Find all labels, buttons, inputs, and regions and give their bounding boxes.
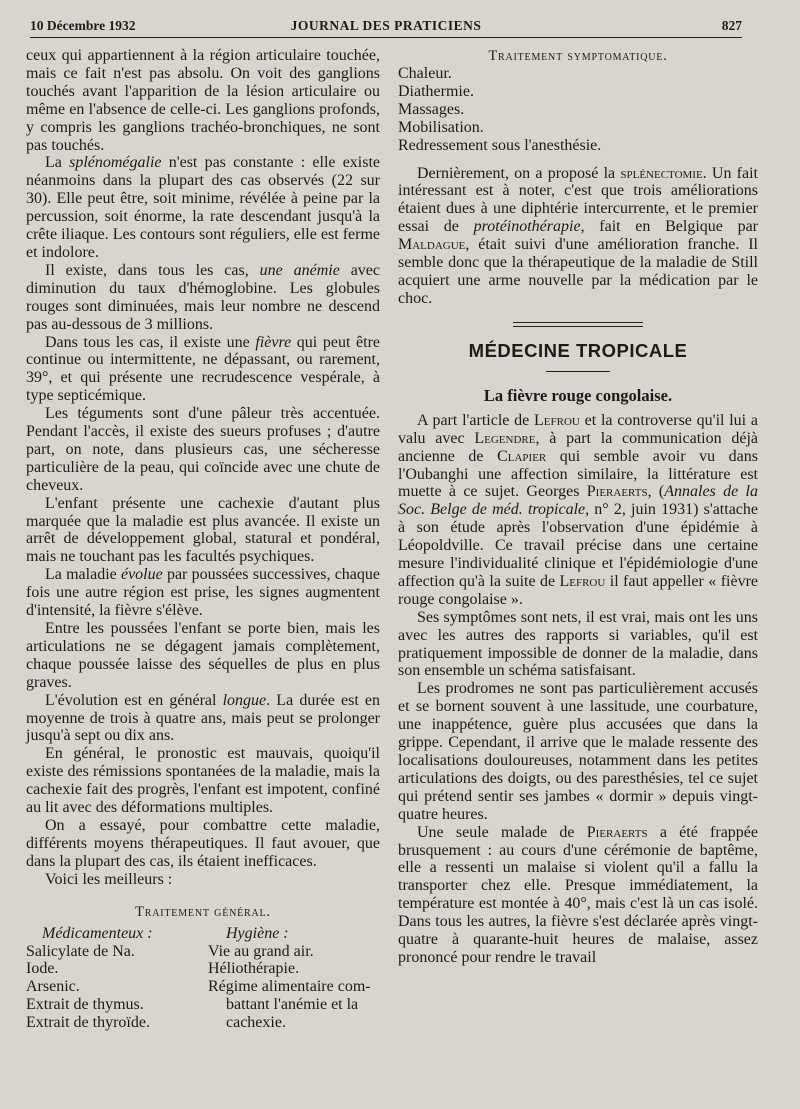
list-item: Extrait de thyroïde. [26,1014,150,1032]
traitement-general [26,903,380,1032]
subsection-heading: Traitement général. [135,903,271,920]
list-item: Extrait de thymus. [26,996,144,1014]
section-divider [513,322,643,327]
paragraph: A part l'article de Lefrou et la controverse qu'il lui a valu avec Legendre, à part la communication déjà ancienne de Clapier qui semble avoir vu dans l'Oubanghi une affection similaire, la littérature est muette à ce sujet. Georges Pieraerts, (Annales de la Soc. Belge de méd. tropicale, n° 2, juin 1931) s'attache à son étude après l'observation d'une épidémie à Léopoldville. Ce travail précise dans une certaine mesure l'individualité clinique et l'épidémiologie d'une affection qu'à la suite de Lefrou il faut appeller « fièvre rouge congolaise ». [398,411,759,608]
right-column [398,47,758,967]
list-item: Mobilisation. [398,118,484,136]
paragraph: Il existe, dans tous les cas, une anémie avec diminution du taux d'hémoglobine. Les globules rouges sont diminuées, mais leur nombre ne descend pas au-dessous de 3 millions. [26,261,381,333]
paragraph: Ses symptômes sont nets, il est vrai, mais ont les uns avec les autres des rapports si variables, qu'il est pratiquement impossible de donner de la maladie, dans son ensemble un schéma satisfaisant. [398,608,758,680]
list-item: Iode. [26,960,59,978]
journal-title: JOURNAL DES PRATICIENS [290,18,482,33]
list-item: Chaleur. [398,65,452,82]
list-item: Vie au grand air. [208,942,314,960]
paragraph: Les prodromes ne sont pas particulièrement accusés et se bornent souvent à une lassitude, une courbature, une inappétence, guère plus accusées que dans la grippe. Cependant, il arrive que le malade ressente des localisations douloureuses, notamment dans les petites articulations des doigts, ou des paresthésies, tel ce sujet qui prétend sentir ses jambes « dormir » depuis vingt-quatre heures. [398,680,758,823]
section-title: MÉDECINE TROPICALE [468,339,688,361]
paragraph: On a essayé, pour combattre cette maladie, différents moyens thérapeutiques. Il faut avouer, que dans la plupart des cas, ils étaient inefficaces. [26,816,380,870]
paragraph: Les téguments sont d'une pâleur très accentuée. Pendant l'accès, il existe des sueurs profuses ; d'autre part, on note, dans plusieurs cas, une sécheresse particulière de la peau, qui coïncide avec une chute de cheveux. [26,405,380,494]
treatment-list [208,943,380,1033]
page-header [30,18,742,38]
paragraph: Une seule malade de Pieraerts a été frappée brusquement : au cours d'une cérémonie de baptême, elle a ressenti un malaise si violent qu'il a fallu la transporter chez elle. Presque immédiatement, la température est montée à 40°, mais c'est là un cas isolé. Dans tous les autres, la fièvre s'est déclarée après vingt-quatre à quarante-huit heures de malaise, assez prononcé pour rendre le travail [398,823,758,966]
paragraph: ceux qui appartiennent à la région articulaire touchée, mais ce fait n'est pas absolu. On voit des ganglions touchés avant l'apparition de la lésion articulaire ou même en l'absence de celle-ci. Les ganglions profonds, y compris les ganglions trachéo-bronchiques, ne sont pas touchés. [26,47,380,154]
symptomatic-treatment-list [398,65,758,155]
list-item: Arsenic. [26,978,80,996]
issue-date: 10 Décembre 1932 [30,18,136,33]
paragraph: Dans tous les cas, il existe une fièvre qui peut être continue ou intermittente, ne dépassant, ou rarement, 39°, et qui présente une recrudescence vespérale, à type septicémique. [26,333,380,405]
title-rule [546,371,610,372]
column-heading: Médicamenteux : [42,924,153,942]
list-item: Régime alimentaire com- battant l'anémie et la cachexie. [208,978,371,1032]
paragraph: Voici les meilleurs : [45,870,173,888]
header-rule [30,37,742,38]
subsection-heading: Traitement symptomatique. [488,48,668,64]
list-item: Salicylate de Na. [26,942,135,960]
column-heading: Hygiène : [226,924,289,942]
list-item: Massages. [398,100,465,118]
list-item: Héliothérapie. [208,960,300,978]
page-number: 827 [721,18,742,33]
list-item: Diathermie. [398,82,474,100]
treatment-column-hygiene [208,925,380,1032]
paragraph: La maladie évolue par poussées successives, chaque fois une autre région est prise, les signes augmentent d'intensité, la fièvre s'élève. [26,566,380,620]
paragraph: En général, le pronostic est mauvais, quoiqu'il existe des rémissions spontanées de la maladie, mais la cachexie fait des progrès, l'enfant est impotent, confiné au lit avec des déformations multiples. [26,745,380,817]
treatment-list [26,943,208,1033]
paragraph: L'évolution est en général longue. La durée est en moyenne de trois à quatre ans, mais peut se prolonger jusqu'à sept ou dix ans. [26,691,380,745]
left-column [26,47,380,1032]
paragraph: L'enfant présente une cachexie d'autant plus marquée que la maladie est plus avancée. Il existe un arrêt de développement global, statural et pondéral, mais ne touchant pas les facultés psychiques. [26,494,380,566]
paragraph: Dernièrement, on a proposé la splénectomie. Un fait intéressant est à noter, c'est que trois améliorations étaient dues à une diphtérie intercurrente, et le premier essai de protéinothérapie, fait en Belgique par Maldague, était suivi d'une amélioration franche. Il semble donc que la thérapeutique de la maladie de Still acquiert une arme nouvelle par la médication par le choc. [398,164,759,307]
article-title: La fièvre rouge congolaise. [483,385,673,405]
treatment-column-medicamenteux [26,925,208,1032]
paragraph: Entre les poussées l'enfant se porte bien, mais les articulations ne se dégagent jamais complètement, chaque poussée laisse des séquelles de plus en plus graves. [26,620,380,691]
list-item: Redressement sous l'anesthésie. [398,136,602,154]
paragraph: La splénomégalie n'est pas constante : elle existe néanmoins dans la plupart des cas observés (22 sur 30). Elle peut être, soit minime, révélée à peine par la percussion, soit énorme, la rate descendant jusqu'à la crête iliaque. Les contours sont réguliers, elle est ferme et indolore. [26,154,381,261]
